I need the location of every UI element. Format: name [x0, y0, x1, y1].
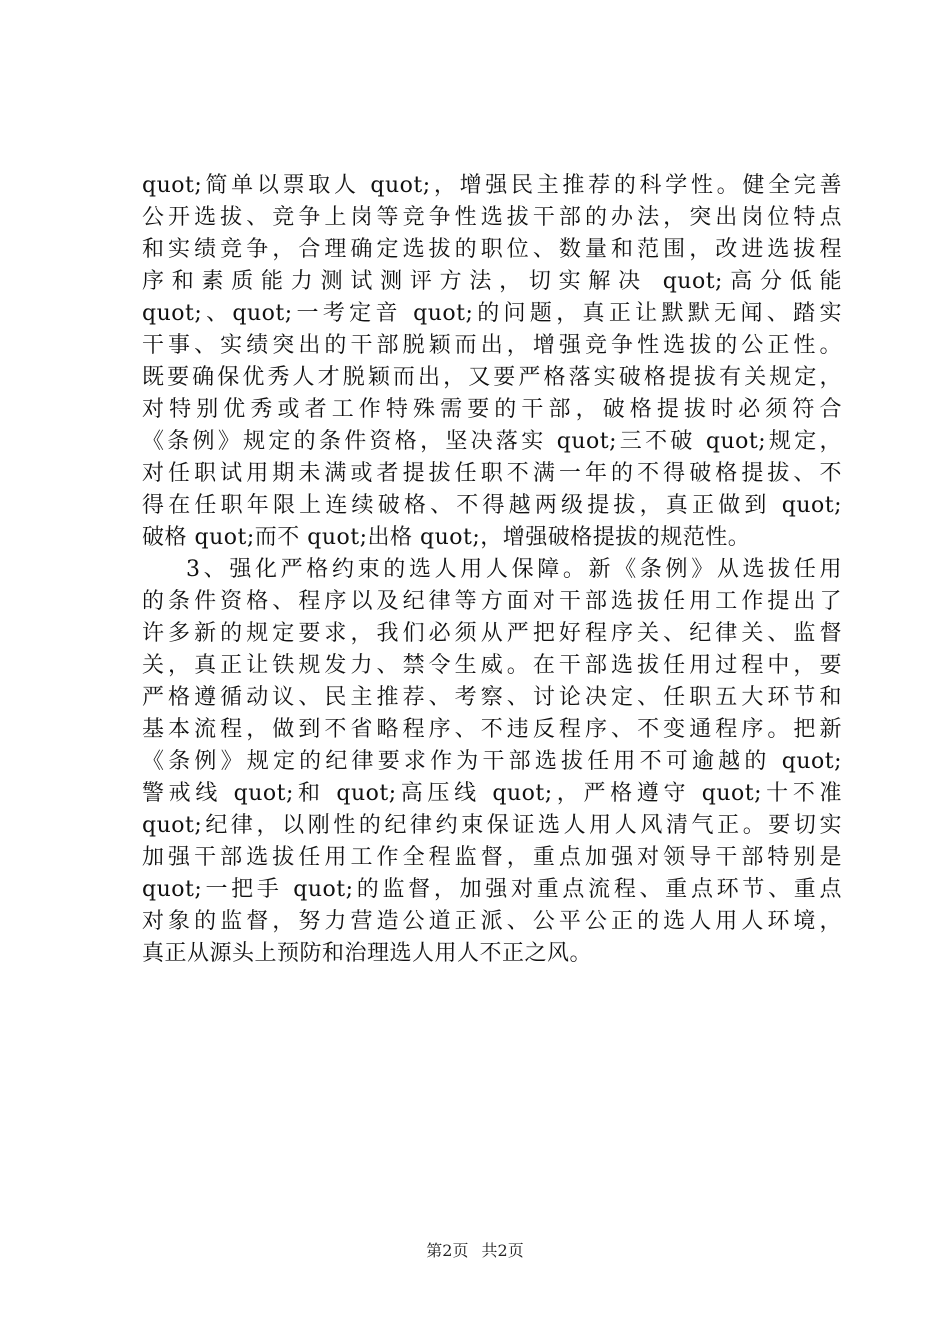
page-number: 第2页: [426, 1241, 469, 1260]
text-line: 公开选拔、竞争上岗等竞争性选拔干部的办法，突出岗位特点: [142, 205, 842, 230]
text-line: quot;、quot;一考定音 quot;的问题，真正让默默无闻、踏实: [142, 301, 842, 326]
page-total: 共2页: [481, 1241, 524, 1260]
text-line: 真正从源头上预防和治理选人用人不正之风。: [142, 941, 593, 966]
text-line: 关，真正让铁规发力、禁令生威。在干部选拔任用过程中，要: [142, 653, 842, 678]
text-line: 得在任职年限上连续破格、不得越两级提拔，真正做到 quot;: [142, 493, 842, 518]
text-line: quot;纪律，以刚性的纪律约束保证选人用人风清气正。要切实: [142, 813, 842, 838]
text-line: 和实绩竞争，合理确定选拔的职位、数量和范围，改进选拔程: [142, 237, 842, 262]
text-line: 加强干部选拔任用工作全程监督，重点加强对领导干部特别是: [142, 845, 842, 870]
text-line: 对任职试用期未满或者提拔任职不满一年的不得破格提拔、不: [142, 461, 842, 486]
text-line: 序和素质能力测试测评方法，切实解决 quot;高分低能: [142, 269, 842, 294]
text-line: 既要确保优秀人才脱颖而出，又要严格落实破格提拔有关规定，: [142, 365, 842, 390]
text-line: 基本流程，做到不省略程序、不违反程序、不变通程序。把新: [142, 717, 842, 742]
body-text: [142, 170, 842, 970]
text-line: 许多新的规定要求，我们必须从严把好程序关、纪律关、监督: [142, 621, 842, 646]
text-line: 严格遵循动议、民主推荐、考察、讨论决定、任职五大环节和: [142, 685, 842, 710]
text-line: 破格 quot;而不 quot;出格 quot;，增强破格提拔的规范性。: [142, 525, 751, 550]
text-line: 的条件资格、程序以及纪律等方面对干部选拔任用工作提出了: [142, 589, 842, 614]
text-line: 《条例》规定的纪律要求作为干部选拔任用不可逾越的 quot;: [142, 749, 842, 774]
paragraph-first-line: 3、强化严格约束的选人用人保障。新《条例》从选拔任用: [186, 557, 842, 582]
text-line: 对特别优秀或者工作特殊需要的干部，破格提拔时必须符合: [142, 397, 842, 422]
text-line: 《条例》规定的条件资格，坚决落实 quot;三不破 quot;规定，: [142, 429, 842, 454]
text-line: 对象的监督，努力营造公道正派、公平公正的选人用人环境，: [142, 909, 842, 934]
text-line: quot;一把手 quot;的监督，加强对重点流程、重点环节、重点: [142, 877, 842, 902]
text-line: quot;简单以票取人 quot;，增强民主推荐的科学性。健全完善: [142, 173, 842, 198]
text-line: 警戒线 quot;和 quot;高压线 quot;，严格遵守 quot;十不准: [142, 781, 842, 806]
page-footer: [0, 1241, 950, 1261]
text-line: 干事、实绩突出的干部脱颖而出，增强竞争性选拔的公正性。: [142, 333, 842, 358]
